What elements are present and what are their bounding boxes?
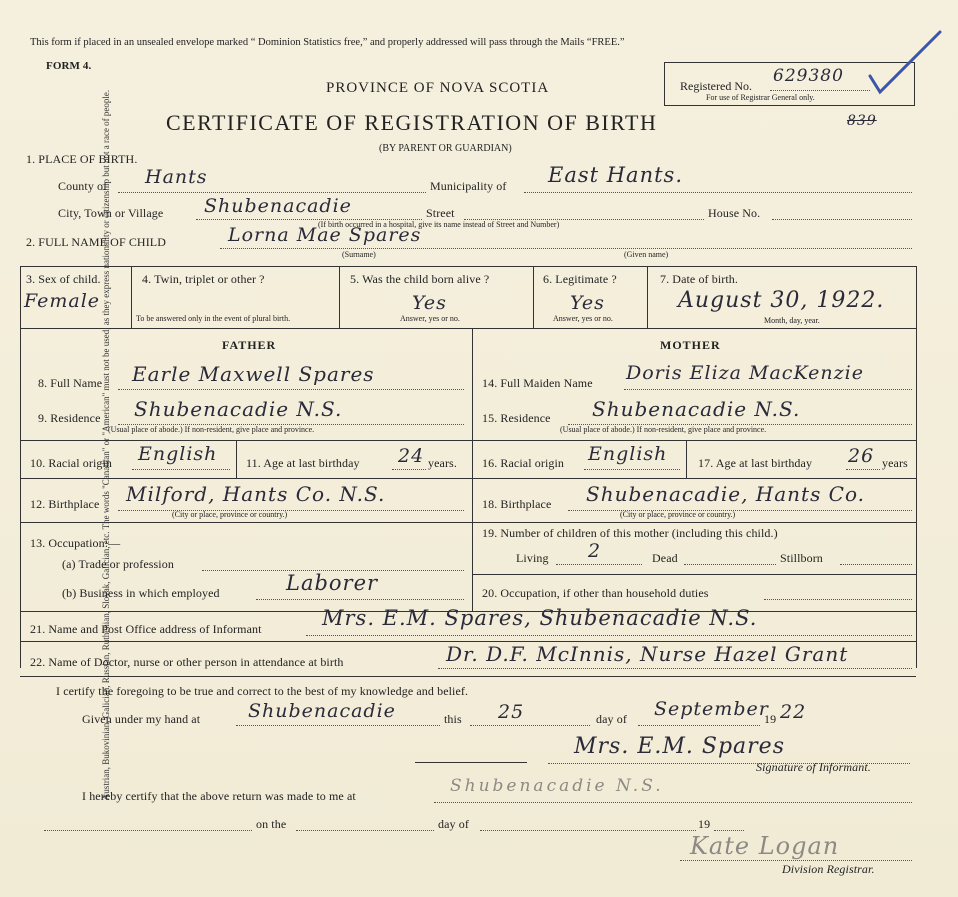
father-heading: FATHER (222, 338, 277, 352)
business-label: (b) Business in which employed (62, 586, 220, 600)
registrar-note: For use of Registrar General only. (706, 93, 815, 102)
child-name-value: Lorna Mae Spares (228, 224, 422, 246)
mother-name-label: 14. Full Maiden Name (482, 376, 593, 390)
mother-racial-label: 16. Racial origin (482, 456, 565, 470)
father-racial-label: 10. Racial origin (30, 456, 113, 470)
side-note: Austrian, Bukovinian, Galician, Russian, Ruthenian, Slovak, Galician, etc. The words "Canadian" or "American" must not be used, as they express nationality or citizenship but not a race of people. (101, 89, 111, 801)
registered-number: 629380 (773, 66, 844, 86)
dob-label: 7. Date of birth. (660, 272, 739, 286)
twin-label: 4. Twin, triplet or other ? (142, 272, 265, 286)
dead-label: Dead (652, 551, 678, 565)
day-value: 25 (498, 701, 525, 723)
informant-label: 21. Name and Post Office address of Informant (30, 622, 262, 636)
mother-occupation-label: 20. Occupation, if other than household duties (482, 586, 709, 600)
mother-birthplace-label: 18. Birthplace (482, 497, 552, 511)
margin-mark: 839 (847, 113, 877, 129)
mother-age-label: 17. Age at last birthday (698, 456, 813, 470)
legit-note: Answer, yes or no. (553, 314, 613, 323)
father-birthplace-label: 12. Birthplace (30, 497, 100, 511)
father-res-value: Shubenacadie N.S. (134, 397, 343, 421)
father-age-label: 11. Age at last birthday (246, 456, 360, 470)
municipality-label: Municipality of (430, 179, 507, 193)
doctor-label: 22. Name of Doctor, nurse or other person in attendance at birth (30, 655, 344, 669)
mother-age-unit: years (882, 456, 908, 470)
registered-label: Registered No. (680, 79, 752, 93)
mother-birthplace-value: Shubenacadie, Hants Co. (586, 482, 866, 506)
father-birthplace-note: (City or place, province or country.) (172, 510, 288, 519)
month-value: September (654, 698, 769, 720)
father-age-value: 24 (398, 445, 425, 467)
year-value: 22 (780, 701, 807, 723)
mail-note: This form if placed in an unsealed envelope marked “ Dominion Statistics free,” and properly addressed will pass through the Mails “FREE.” (30, 37, 625, 48)
stillborn-label: Stillborn (780, 551, 823, 565)
children-label: 19. Number of children of this mother (including this child.) (482, 526, 778, 540)
house-label: House No. (708, 206, 761, 220)
page-title: CERTIFICATE OF REGISTRATION OF BIRTH (166, 110, 658, 135)
living-value: 2 (588, 540, 602, 562)
trade-label: (a) Trade or profession (62, 557, 174, 571)
alive-note: Answer, yes or no. (400, 314, 460, 323)
province-title: PROVINCE OF NOVA SCOTIA (326, 80, 550, 96)
this-label: this (444, 712, 462, 726)
year-prefix: 19 (764, 712, 777, 726)
dob-value: August 30, 1922. (678, 288, 885, 313)
registrar-place: Shubenacadie N.S. (450, 776, 664, 796)
twin-note: To be answered only in the event of plural birth. (136, 314, 291, 323)
registrar-signature-label: Division Registrar. (782, 862, 875, 876)
father-birthplace-value: Milford, Hants Co. N.S. (126, 482, 386, 506)
legit-label: 6. Legitimate ? (543, 272, 617, 286)
legit-value: Yes (570, 292, 605, 314)
registrar-day-of-label: day of (438, 817, 469, 831)
father-name-label: 8. Full Name (38, 376, 103, 390)
registrar-year-prefix: 19 (698, 817, 711, 831)
mother-res-value: Shubenacadie N.S. (592, 397, 801, 421)
mother-res-note: (Usual place of abode.) If non-resident, give place and province. (560, 425, 767, 434)
father-racial-value: English (138, 443, 218, 465)
day-of-label: day of (596, 712, 627, 726)
given-label: Given under my hand at (82, 712, 201, 726)
mother-name-value: Doris Eliza MacKenzie (626, 362, 864, 384)
county-value: Hants (145, 166, 208, 188)
father-res-note: (Usual place of abode.) If non-resident, give place and province. (108, 425, 315, 434)
living-label: Living (516, 551, 549, 565)
doctor-value: Dr. D.F. McInnis, Nurse Hazel Grant (446, 642, 849, 666)
county-label: County of (58, 179, 108, 193)
registrar-signature: Kate Logan (690, 832, 840, 860)
mother-birthplace-note: (City or place, province or country.) (620, 510, 736, 519)
form-number: FORM 4. (46, 60, 92, 72)
certify-statement: I certify the foregoing to be true and correct to the best of my knowledge and belief. (56, 684, 469, 698)
city-value: Shubenacadie (204, 195, 352, 217)
on-the-label: on the (256, 817, 287, 831)
father-res-label: 9. Residence (38, 411, 101, 425)
given-note: (Given name) (624, 250, 669, 259)
municipality-value: East Hants. (548, 163, 683, 187)
place-heading: 1. PLACE OF BIRTH. (26, 152, 138, 166)
mother-res-label: 15. Residence (482, 411, 551, 425)
informant-value: Mrs. E.M. Spares, Shubenacadie N.S. (322, 606, 758, 630)
street-label: Street (426, 206, 455, 220)
city-label: City, Town or Village (58, 206, 164, 220)
sex-value: Female (24, 290, 101, 312)
sex-label: 3. Sex of child. (26, 272, 101, 286)
father-name-value: Earle Maxwell Spares (132, 362, 375, 386)
checkmark-icon (866, 28, 944, 98)
hospital-note: (If birth occurred in a hospital, give its name instead of Street and Number) (318, 220, 560, 229)
mother-racial-value: English (588, 443, 668, 465)
child-name-label: 2. FULL NAME OF CHILD (26, 235, 166, 249)
business-value: Laborer (286, 571, 379, 595)
alive-value: Yes (412, 292, 447, 314)
surname-note: (Surname) (342, 250, 376, 259)
father-age-unit: years. (428, 456, 457, 470)
registrar-statement: I hereby certify that the above return was made to me at (82, 789, 356, 803)
alive-label: 5. Was the child born alive ? (350, 272, 490, 286)
mother-heading: MOTHER (660, 338, 721, 352)
mother-age-value: 26 (848, 445, 875, 467)
dob-note: Month, day, year. (764, 316, 820, 325)
informant-signature: Mrs. E.M. Spares (574, 734, 785, 759)
given-place: Shubenacadie (248, 700, 396, 722)
signature-label: Signature of Informant. (756, 760, 871, 774)
page-subtitle: (BY PARENT OR GUARDIAN) (379, 143, 512, 154)
father-occupation-label: 13. Occupation:— (30, 536, 121, 550)
